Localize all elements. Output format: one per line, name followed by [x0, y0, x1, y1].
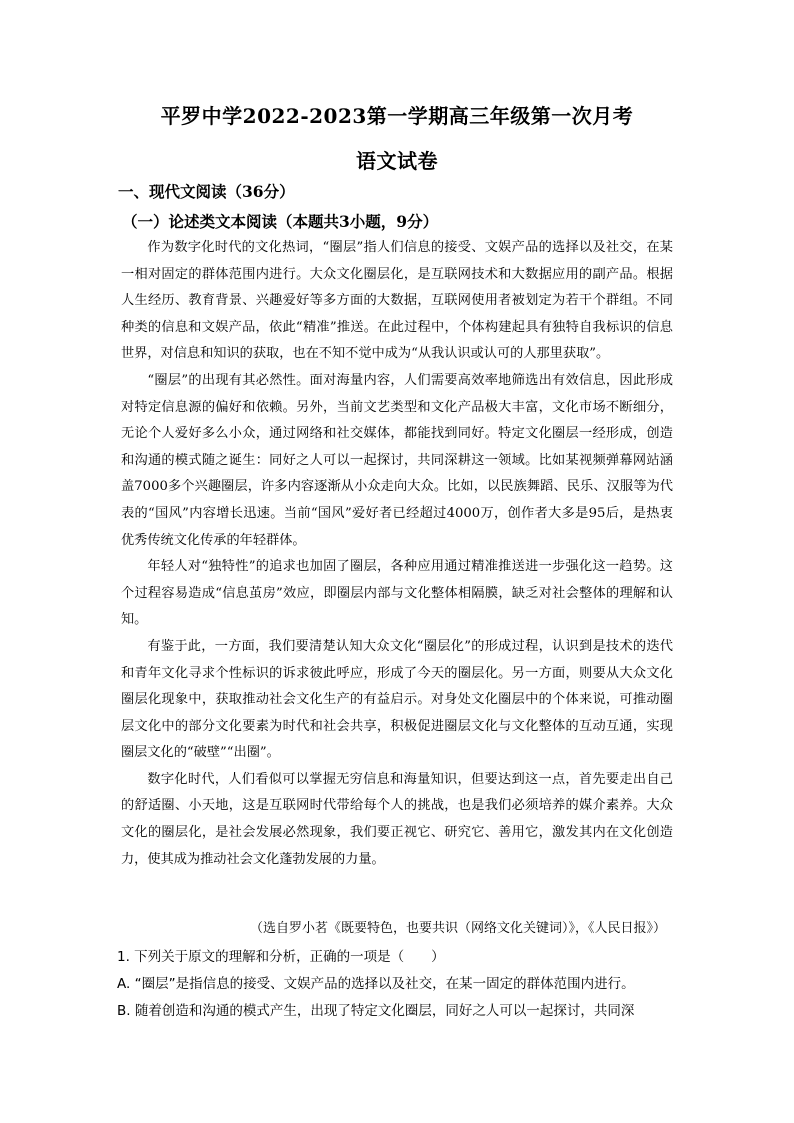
- option-a: A. “圈层”是指信息的接受、文娱产品的选择以及社交，在某一固定的群体范围内进行。: [117, 976, 635, 992]
- section-heading: 一、现代文阅读（36分）: [118, 182, 295, 201]
- question-1: [117, 944, 677, 1025]
- option-b: B. 随着创造和沟通的模式产生，出现了特定文化圈层，同好之人可以一起探讨，共同深: [117, 1003, 635, 1019]
- question-stem: 1. 下列关于原文的理解和分析，正确的一项是（ ）: [117, 949, 445, 965]
- subsection-heading: （一）论述类文本阅读（本题共3小题，9分）: [122, 212, 439, 231]
- passage-paragraph-5: 数字化时代，人们看似可以掌握无穷信息和海量知识，但要达到这一点，首先要走出自己的舒适圈、小天地，这是互联网时代带给每个人的挑战，也是我们必须培养的媒介素养。大众文化的圈层化，是社会发展必然现象，我们要正视它、研究它、善用它，激发其内在文化创造力，使其成为推动社会文化蓬勃发展的力量。: [121, 771, 673, 867]
- passage-paragraph-3: 年轻人对“独特性”的追求也加固了圈层，各种应用通过精准推送进一步强化这一趋势。这个过程容易造成“信息茧房”效应，即圈层内部与文化整体相隔膜，缺乏对社会整体的理解和认知。: [121, 559, 673, 628]
- passage-paragraph-2: “圈层”的出现有其必然性。面对海量内容，人们需要高效率地筛选出有效信息，因此形成对特定信息源的偏好和依赖。另外，当前文艺类型和文化产品极大丰富，文化市场不断细分，无论个人爱好多么小众，通过网络和社交媒体，都能找到同好。特定文化圈层一经形成，创造和沟通的模式随之诞生：同好之人可以一起探讨，共同深耕这一领域。比如某视频弹幕网站涵盖7000多个兴趣圈层，许多内容逐渐从小众走向大众。比如，以民族舞蹈、民乐、汉服等为代表的“国风”内容增长迅速。当前“国风”爱好者已经超过4000万，创作者大多是95后，是热衷优秀传统文化传承的年轻群体。: [121, 372, 673, 548]
- passage-source: （选自罗小茗《既要特色，也要共识（网络文化关键词）》，《人民日报》）: [249, 921, 666, 936]
- reading-passage: [121, 235, 673, 873]
- passage-paragraph-1: 作为数字化时代的文化热词，“圈层”指人们信息的接受、文娱产品的选择以及社交，在某一相对固定的群体范围内进行。大众文化圈层化，是互联网技术和大数据应用的副产品。根据人生经历、教育背景、兴趣爱好等多方面的大数据，互联网使用者被划定为若干个群组。不同种类的信息和文娱产品，依此“精准”推送。在此过程中，个体构建起具有独特自我标识的信息世界，对信息和知识的获取，也在不知不觉中成为“从我认识或认可的人那里获取”。: [121, 240, 673, 362]
- exam-title: 平罗中学2022-2023第一学期高三年级第一次月考: [160, 104, 634, 128]
- exam-subtitle: 语文试卷: [356, 149, 438, 173]
- passage-paragraph-4: 有鉴于此，一方面，我们要清楚认知大众文化“圈层化”的形成过程，认识到是技术的迭代和青年文化寻求个性标识的诉求彼此呼应，形成了今天的圈层化。另一方面，则要从大众文化圈层化现象中，获取推动社会文化生产的有益启示。对身处文化圈层中的个体来说，可推动圈层文化中的部分文化要素为时代和社会共享，积极促进圈层文化与文化整体的互动互通，实现圈层文化的“破壁”“出圈”。: [121, 638, 673, 761]
